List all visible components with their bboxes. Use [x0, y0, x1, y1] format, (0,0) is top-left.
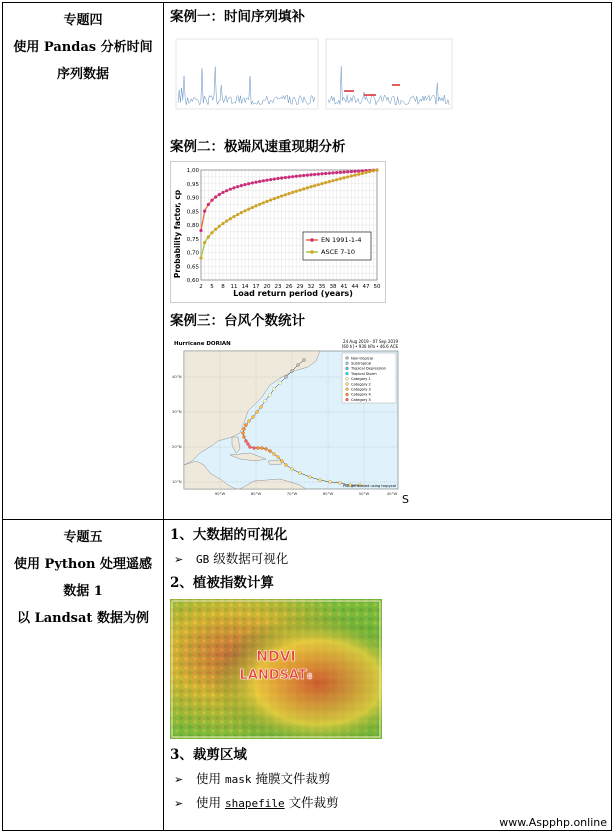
topic-5-title-line2: 数据 1 [63, 584, 103, 599]
en-series-point [258, 180, 261, 183]
topic-row-4 [3, 3, 612, 520]
topic-4-title-line2: 序列数据 [56, 67, 109, 82]
map-stats: [60 h] • 930 hPa • 46.6 ACE [341, 344, 398, 349]
legend-swatch [346, 383, 349, 386]
asce-series-point [284, 193, 287, 196]
en-series-point [287, 176, 290, 179]
track-point [243, 428, 246, 431]
hurricane-map [170, 337, 402, 503]
case2-heading: 案例二：极端风速重现期分析 [170, 139, 346, 155]
asce-series-point [372, 169, 375, 172]
ndvi-figure [170, 599, 382, 739]
track-point [285, 376, 288, 379]
bullet-text: 级数据可视化 [209, 551, 289, 566]
topic-5-title-cell [3, 520, 164, 831]
en-series-point [350, 170, 353, 173]
asce-series-point [342, 176, 345, 179]
asce-series-point [346, 175, 349, 178]
legend-swatch [346, 367, 349, 370]
en-series-point [262, 179, 265, 182]
timeseries-plot-original [172, 33, 320, 121]
arrow-bullet-icon: ➢ [174, 553, 184, 566]
rp-xtick-label: 26 [285, 284, 293, 290]
en-series-point [218, 193, 221, 196]
asce-series-point [302, 187, 305, 190]
en-series-point [229, 188, 232, 191]
rp-legend [303, 232, 371, 260]
en-series-point [320, 172, 323, 175]
asce-series-point [320, 182, 323, 185]
section1-bullet [170, 547, 611, 571]
section2-heading: 2、植被指数计算 [170, 575, 274, 591]
en-series-point [306, 174, 309, 177]
asce-series-point [313, 184, 316, 187]
asce-series-point [364, 171, 367, 174]
lat-label: 20°N [172, 444, 182, 449]
asce-series-point [243, 209, 246, 212]
legend-swatch [346, 362, 349, 365]
track-point [242, 432, 245, 435]
arrow-bullet-icon: ➢ [174, 773, 184, 786]
asce-series-point [199, 256, 202, 259]
topic-5-content-cell [164, 520, 612, 831]
rp-xtick-label: 29 [296, 284, 304, 290]
track-point [260, 406, 263, 409]
rp-legend-asce: ASCE 7-10 [321, 248, 356, 256]
rp-xtick-label: 17 [252, 284, 260, 290]
track-point [319, 479, 322, 482]
return-period-chart [170, 161, 386, 303]
en-series-point [269, 178, 272, 181]
timeseries-figures [170, 33, 611, 123]
asce-series-point [353, 174, 356, 177]
asce-series-point [309, 185, 312, 188]
asce-series-point [203, 241, 206, 244]
section1-heading: 1、大数据的可视化 [170, 527, 288, 543]
en-series-point [232, 186, 235, 189]
en-series-point [240, 184, 243, 187]
legend-label: Subtropical [351, 361, 372, 366]
asce-series-point [357, 173, 360, 176]
track-point [299, 472, 302, 475]
en-series-point [243, 183, 246, 186]
track-point [285, 464, 288, 467]
legend-label: Category 2 [351, 382, 371, 387]
rp-ytick-label: 0,85 [186, 209, 199, 216]
rp-xlabel: Load return period (years) [233, 289, 353, 298]
rp-xtick-label: 50 [373, 284, 381, 290]
lon-label: 50°W [358, 491, 370, 496]
en-series-point [254, 181, 257, 184]
asce-series-point [339, 177, 342, 180]
track-point [339, 482, 342, 485]
rp-ytick-label: 1,00 [186, 168, 199, 174]
asce-series-point [350, 174, 353, 177]
track-point [273, 388, 276, 391]
en-series-point [207, 203, 210, 206]
track-point [248, 420, 251, 423]
asce-series-point [331, 179, 334, 182]
lat-label: 30°N [172, 409, 182, 414]
en-series-point [251, 181, 254, 184]
asce-series-point [207, 235, 210, 238]
lat-label: 40°N [172, 374, 182, 379]
section3-heading: 3、裁剪区域 [170, 747, 247, 763]
case3-heading: 案例三：台风个数统计 [170, 313, 305, 329]
asce-series-point [232, 215, 235, 218]
track-point [329, 481, 332, 484]
asce-series-point [229, 217, 232, 220]
topic-5-number: 专题五 [63, 530, 103, 545]
track-point [247, 443, 250, 446]
asce-series-point [306, 186, 309, 189]
track-point [252, 416, 255, 419]
en-series-point [331, 171, 334, 174]
en-series-point [291, 175, 294, 178]
timeseries-plot-filled [322, 33, 454, 121]
legend-swatch [346, 372, 349, 375]
en-series-point [342, 170, 345, 173]
rp-xtick-label: 47 [362, 284, 370, 290]
section3-bullet-shapefile: ➢ 使用 shapefile 文件裁剪 [170, 791, 611, 815]
rp-xtick-label: 14 [241, 284, 249, 290]
asce-series-point [273, 197, 276, 200]
watermark: www.Aspphp.online [499, 816, 607, 829]
track-point [291, 468, 294, 471]
rp-ytick-label: 0,60 [186, 278, 199, 284]
legend-label: Category 5 [351, 397, 371, 402]
en-series-point [214, 195, 217, 198]
track-point [265, 448, 268, 451]
arrow-bullet-icon: ➢ [174, 797, 184, 810]
asce-series-point [254, 204, 257, 207]
track-point [277, 456, 280, 459]
topic-5-title-line3: 以 Landsat 数据为例 [17, 611, 149, 626]
ndvi-label: NDVI [256, 649, 296, 665]
ndvi-image [170, 599, 382, 739]
rp-xtick-label: 11 [230, 284, 238, 290]
map-legend [342, 353, 396, 403]
map-date: 24 Aug 2019 - 07 Sep 2019 [343, 339, 398, 344]
track-point [309, 476, 312, 479]
track-point [249, 446, 252, 449]
topic-4-title-line1: 使用 Pandas 分析时间 [13, 40, 153, 55]
track-point [281, 460, 284, 463]
en-series-point [339, 171, 342, 174]
en-series-point [346, 170, 349, 173]
rp-ytick-label: 0,65 [186, 264, 199, 271]
asce-series-point [221, 222, 224, 225]
legend-label: Category 1 [351, 377, 371, 382]
topic-row-5 [3, 520, 612, 831]
lon-label: 60°W [322, 491, 334, 496]
legend-swatch [346, 398, 349, 401]
legend-swatch [346, 377, 349, 380]
track-point [279, 382, 282, 385]
track-point [303, 359, 306, 362]
asce-series-point [210, 231, 213, 234]
rp-grid [201, 170, 377, 280]
asce-series-point [251, 206, 254, 209]
rp-legend-en: EN 1991-1-4 [321, 236, 362, 244]
asce-series-point [287, 192, 290, 195]
en-series-point [357, 169, 360, 172]
asce-series-point [276, 196, 279, 199]
legend-label: Tropical Depression [351, 366, 386, 371]
rp-xtick-label: 20 [263, 284, 271, 290]
rp-ytick-label: 0,70 [186, 250, 199, 257]
en-series-point [302, 174, 305, 177]
track-point [269, 394, 272, 397]
rp-xtick-label: 5 [210, 284, 214, 290]
track-point [245, 440, 248, 443]
en-series-point [247, 182, 250, 185]
track-point [256, 411, 259, 414]
legend-swatch [346, 388, 349, 391]
rp-xtick-label: 23 [274, 284, 282, 290]
asce-series-point [317, 183, 320, 186]
topic-4-title-cell [3, 3, 164, 520]
asce-series-point [218, 225, 221, 228]
en-series-point [313, 173, 316, 176]
asce-series-point [269, 198, 272, 201]
rp-ytick-label: 0,80 [186, 223, 199, 229]
stray-character: S [402, 493, 409, 506]
legend-label: Category 3 [351, 387, 371, 392]
bullet-code: GB [196, 553, 210, 566]
legend-label: Tropical Storm [351, 371, 377, 376]
topic-4-number: 专题四 [63, 13, 103, 28]
en-series-point [328, 172, 331, 175]
en-series-point [280, 176, 283, 179]
track-point [243, 436, 246, 439]
legend-swatch [346, 357, 349, 360]
return-period-figure [170, 161, 611, 303]
rp-xtick-label: 32 [307, 284, 315, 290]
en-series-point [309, 173, 312, 176]
track-point [269, 450, 272, 453]
en-series-point [298, 174, 301, 177]
section3-bullet-mask: ➢ 使用 mask 掩膜文件裁剪 [170, 767, 611, 791]
track-point [253, 447, 256, 450]
asce-series-point [291, 191, 294, 194]
en-series-point [276, 177, 279, 180]
legend-label: Non-tropical [351, 356, 373, 361]
asce-series-point [361, 172, 364, 175]
code-shapefile: shapefile [224, 797, 285, 810]
track-point [261, 447, 264, 450]
en-series-point [203, 210, 206, 213]
lon-label: 70°W [286, 491, 298, 496]
asce-series-point [295, 190, 298, 193]
en-series-point [236, 185, 239, 188]
asce-series-point [236, 213, 239, 216]
topics-table [2, 2, 612, 831]
lon-label: 40°W [386, 491, 398, 496]
asce-series-point [324, 181, 327, 184]
asce-series-point [258, 203, 261, 206]
rp-ytick-label: 0,95 [186, 181, 199, 188]
track-point [245, 424, 248, 427]
asce-series-point [265, 200, 268, 203]
rp-ylabel: Probability factor, cp [173, 189, 182, 279]
code-mask: mask [224, 773, 252, 786]
en-series-point [221, 191, 224, 194]
rp-xtick-label: 44 [351, 284, 359, 290]
rp-xtick-label: 38 [329, 284, 337, 290]
rp-xtick-label: 2 [199, 284, 203, 290]
asce-series-point [280, 194, 283, 197]
en-series-point [284, 176, 287, 179]
en-series-point [353, 170, 356, 173]
asce-series-point [328, 180, 331, 183]
asce-series-point [368, 170, 371, 173]
topic-4-content-cell [164, 3, 612, 520]
asce-series-point [375, 168, 378, 171]
lon-label: 90°W [214, 491, 226, 496]
asce-series-point [240, 211, 243, 214]
map-title: Hurricane DORIAN [174, 341, 231, 347]
case1-heading: 案例一：时间序列填补 [170, 9, 305, 25]
map-footer: Plot generated using tropycal [342, 484, 396, 488]
hurricane-figure [170, 337, 611, 505]
en-series-point [210, 199, 213, 202]
landsat-label: LANDSAT8 [239, 668, 313, 683]
rp-ytick-label: 0,90 [186, 195, 199, 202]
en-series-point [273, 177, 276, 180]
asce-series-point [298, 188, 301, 191]
asce-series-point [225, 219, 228, 222]
legend-label: Category 4 [351, 392, 371, 397]
legend-swatch [346, 393, 349, 396]
rp-xtick-label: 8 [221, 284, 225, 290]
en-series-point [317, 173, 320, 176]
map-hispaniola [268, 460, 282, 465]
asce-series-point [247, 208, 250, 211]
topic-5-title-line1: 使用 Python 处理遥感 [14, 557, 152, 572]
en-series-point [335, 171, 338, 174]
en-series-point [265, 179, 268, 182]
en-series-point [295, 175, 298, 178]
track-point [291, 370, 294, 373]
track-point [257, 447, 260, 450]
en-series-point [324, 172, 327, 175]
asce-series-point [262, 201, 265, 204]
asce-series-point [214, 228, 217, 231]
rp-ytick-label: 0,75 [186, 236, 199, 243]
en-series-point [225, 189, 228, 192]
track-point [297, 364, 300, 367]
asce-series-point [335, 178, 338, 181]
track-point [273, 453, 276, 456]
track-point [264, 400, 267, 403]
rp-xtick-label: 35 [318, 284, 326, 290]
en-series-point [199, 229, 202, 232]
lon-label: 80°W [250, 491, 262, 496]
rp-xtick-label: 41 [340, 284, 348, 290]
lat-label: 10°N [172, 479, 182, 484]
